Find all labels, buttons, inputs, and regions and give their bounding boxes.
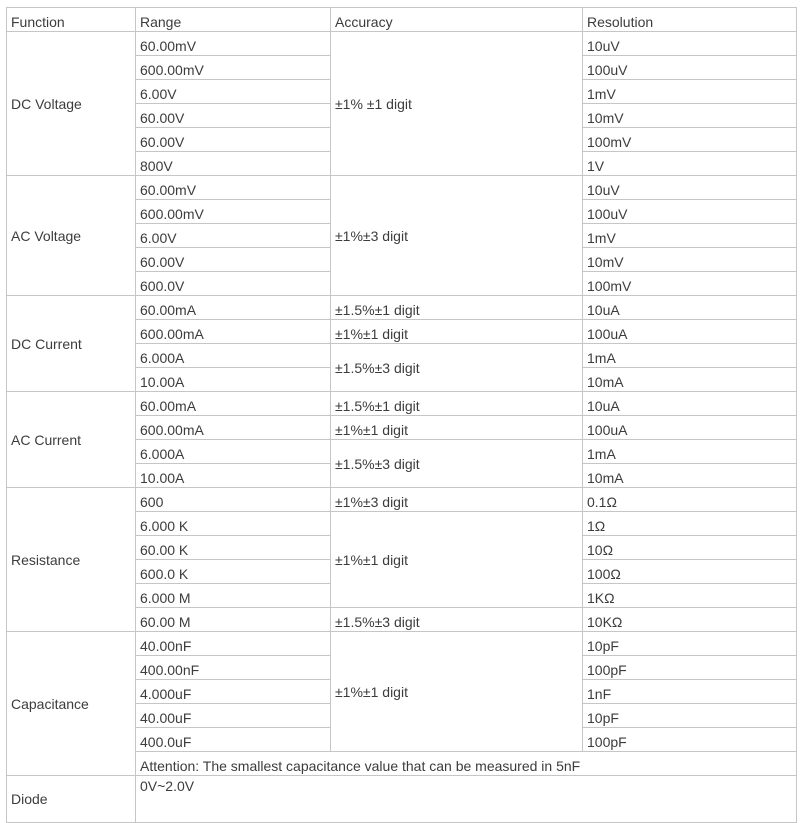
header-resolution: Resolution — [583, 8, 797, 32]
resolution-cell: 100uV — [583, 200, 797, 224]
accuracy-cell: ±1%±3 digit — [331, 176, 583, 296]
range-cell: 60.00V — [136, 128, 331, 152]
range-cell: 10.00A — [136, 464, 331, 488]
spec-table — [6, 7, 797, 823]
resolution-cell: 10KΩ — [583, 608, 797, 632]
range-cell: 60.00 M — [136, 608, 331, 632]
range-cell: 4.000uF — [136, 680, 331, 704]
range-cell: 6.00V — [136, 80, 331, 104]
function-diode: Diode — [7, 776, 136, 823]
range-cell: 6.000A — [136, 344, 331, 368]
range-cell: 10.00A — [136, 368, 331, 392]
resolution-cell: 10Ω — [583, 536, 797, 560]
resolution-cell: 1mA — [583, 440, 797, 464]
resolution-cell: 10uA — [583, 296, 797, 320]
table-row — [7, 488, 797, 512]
resolution-cell: 10mV — [583, 104, 797, 128]
range-cell: 6.000 K — [136, 512, 331, 536]
table-row — [7, 296, 797, 320]
range-cell: 6.00V — [136, 224, 331, 248]
function-dc-voltage: DC Voltage — [7, 32, 136, 176]
resolution-cell: 100pF — [583, 656, 797, 680]
resolution-cell: 1nF — [583, 680, 797, 704]
resolution-cell: 100uA — [583, 320, 797, 344]
table-row — [7, 632, 797, 656]
header-function: Function — [7, 8, 136, 32]
accuracy-cell: ±1%±1 digit — [331, 320, 583, 344]
header-accuracy: Accuracy — [331, 8, 583, 32]
resolution-cell: 10uV — [583, 176, 797, 200]
table-row — [7, 392, 797, 416]
resolution-cell: 1mV — [583, 224, 797, 248]
resolution-cell: 1Ω — [583, 512, 797, 536]
resolution-cell: 100uA — [583, 416, 797, 440]
range-cell: 600.00mV — [136, 56, 331, 80]
function-capacitance: Capacitance — [7, 632, 136, 776]
range-cell: 6.000A — [136, 440, 331, 464]
resolution-cell: 10mA — [583, 368, 797, 392]
range-cell: 60.00mV — [136, 32, 331, 56]
accuracy-cell: ±1.5%±1 digit — [331, 392, 583, 416]
resolution-cell: 1V — [583, 152, 797, 176]
resolution-cell: 10uA — [583, 392, 797, 416]
table-row — [7, 776, 797, 823]
accuracy-cell: ±1%±1 digit — [331, 512, 583, 608]
range-cell: 600.0V — [136, 272, 331, 296]
function-ac-voltage: AC Voltage — [7, 176, 136, 296]
resolution-cell: 100pF — [583, 728, 797, 752]
resolution-cell: 100Ω — [583, 560, 797, 584]
range-cell: 400.0uF — [136, 728, 331, 752]
table-row — [7, 176, 797, 200]
function-dc-current: DC Current — [7, 296, 136, 392]
range-cell: 600 — [136, 488, 331, 512]
resolution-cell: 10mA — [583, 464, 797, 488]
resolution-cell: 10mV — [583, 248, 797, 272]
accuracy-cell: ±1.5%±3 digit — [331, 344, 583, 392]
resolution-cell: 10pF — [583, 704, 797, 728]
range-cell: 800V — [136, 152, 331, 176]
function-ac-current: AC Current — [7, 392, 136, 488]
header-range: Range — [136, 8, 331, 32]
resolution-cell: 100mV — [583, 128, 797, 152]
range-cell: 600.0 K — [136, 560, 331, 584]
capacitance-note: Attention: The smallest capacitance value that can be measured in 5nF — [136, 752, 797, 776]
range-cell: 6.000 M — [136, 584, 331, 608]
header-row — [7, 8, 797, 32]
table-row — [7, 32, 797, 56]
resolution-cell: 1mA — [583, 344, 797, 368]
range-cell: 600.00mA — [136, 320, 331, 344]
accuracy-cell: ±1% ±1 digit — [331, 32, 583, 176]
function-resistance: Resistance — [7, 488, 136, 632]
resolution-cell: 1KΩ — [583, 584, 797, 608]
accuracy-cell: ±1.5%±3 digit — [331, 440, 583, 488]
range-cell: 0V~2.0V — [136, 776, 797, 823]
resolution-cell: 100mV — [583, 272, 797, 296]
range-cell: 40.00uF — [136, 704, 331, 728]
resolution-cell: 0.1Ω — [583, 488, 797, 512]
resolution-cell: 100uV — [583, 56, 797, 80]
range-cell: 60.00 K — [136, 536, 331, 560]
resolution-cell: 10pF — [583, 632, 797, 656]
accuracy-cell: ±1%±1 digit — [331, 416, 583, 440]
range-cell: 60.00V — [136, 104, 331, 128]
range-cell: 400.00nF — [136, 656, 331, 680]
range-cell: 60.00mA — [136, 392, 331, 416]
range-cell: 60.00mV — [136, 176, 331, 200]
resolution-cell: 10uV — [583, 32, 797, 56]
range-cell: 600.00mA — [136, 416, 331, 440]
accuracy-cell: ±1.5%±1 digit — [331, 296, 583, 320]
range-cell: 40.00nF — [136, 632, 331, 656]
accuracy-cell: ±1%±3 digit — [331, 488, 583, 512]
range-cell: 60.00V — [136, 248, 331, 272]
accuracy-cell: ±1.5%±3 digit — [331, 608, 583, 632]
resolution-cell: 1mV — [583, 80, 797, 104]
range-cell: 60.00mA — [136, 296, 331, 320]
range-cell: 600.00mV — [136, 200, 331, 224]
accuracy-cell: ±1%±1 digit — [331, 632, 583, 752]
